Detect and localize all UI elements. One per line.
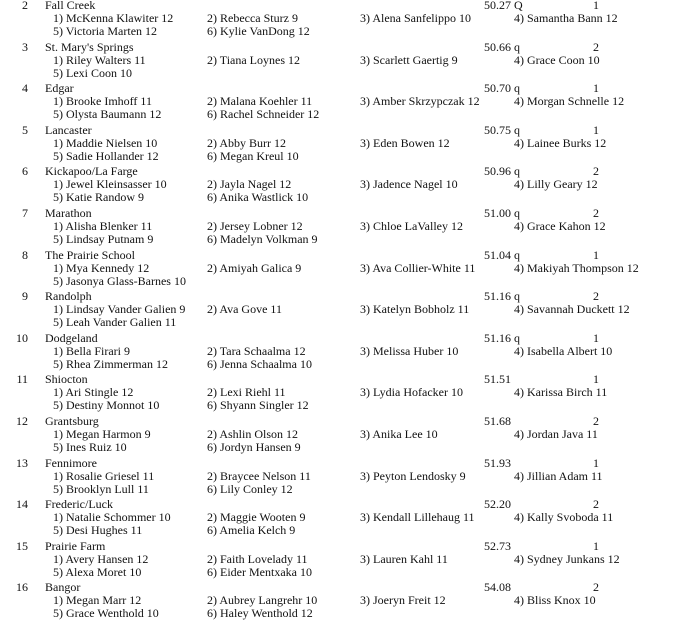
runner-name: 6) Amelia Kelch 9 [207,523,296,538]
time-cell [484,373,511,386]
team-name: Frederic/Luck [45,497,113,512]
qualifier-mark: Q [514,0,523,12]
runner-name: 1) Ari Stingle 12 [53,385,134,400]
qualifier-mark: q [514,330,520,345]
runner-name: 2) Abby Burr 12 [207,135,286,150]
runner-name: 2) Ava Gove 11 [207,302,282,317]
place-number: 9 [22,289,28,304]
runner-name: 1) Bella Firari 9 [53,343,130,358]
finish-time: 54.08 [484,580,511,595]
runner-name: 3) Melissa Huber 10 [360,343,459,358]
runner-name: 5) Victoria Marten 12 [53,24,158,38]
runner-name: 5) Sadie Hollander 12 [53,148,159,163]
finish-time: 50.70 [484,81,511,96]
heat-number: 1 [593,247,599,262]
relay-entry [0,165,675,207]
heat-number: 1 [593,122,599,137]
runner-name: 2) Tiana Loynes 12 [207,52,300,67]
runner-name: 3) Jadence Nagel 10 [360,177,458,192]
runner-name: 4) Jillian Adam 11 [514,468,603,483]
runner-name: 6) Anika Wastlick 10 [207,190,309,205]
relay-entry [0,41,675,83]
runner-name: 2) Jayla Nagel 12 [207,177,292,192]
heat-number: 1 [593,330,599,345]
qualifier-mark: q [514,39,520,54]
runner-name: 3) Anika Lee 10 [360,427,438,441]
place-number: 4 [22,81,28,96]
qualifier-mark: q [514,122,520,137]
runner-name: 4) Jordan Java 11 [514,427,598,441]
place-number: 13 [16,455,28,470]
runner-name: 2) Maggie Wooten 9 [207,510,306,525]
time-cell [484,540,511,553]
qualifier-mark: q [514,247,520,262]
runner-name: 5) Leah Vander Galien 11 [53,315,177,330]
heat-number: 2 [593,580,599,595]
place-number: 6 [22,164,28,179]
runner-name: 5) Rhea Zimmerman 12 [53,356,168,371]
runner-name: 4) Morgan Schnelle 12 [514,94,625,109]
relay-entry [0,124,675,166]
runner-name: 2) Braycee Nelson 11 [207,468,311,483]
runner-name: 5) Jasonya Glass-Barnes 10 [53,273,186,288]
heat-number: 2 [593,289,599,304]
team-name: Fall Creek [45,0,96,12]
runner-name: 5) Katie Randow 9 [53,190,144,205]
runner-name: 4) Savannah Duckett 12 [514,302,630,317]
runner-name: 2) Tara Schaalma 12 [207,343,306,358]
runner-name: 2) Jersey Lobner 12 [207,219,303,233]
team-name: Marathon [45,206,92,220]
runner-name: 5) Brooklyn Lull 11 [53,481,149,496]
team-name: Grantsburg [45,414,99,428]
runner-name: 6) Eider Mentxaka 10 [207,564,312,579]
runner-name: 5) Lindsay Putnam 9 [53,232,154,246]
place-number: 3 [22,39,28,54]
place-number: 16 [16,580,28,595]
relay-entry [0,457,675,499]
relay-entry [0,332,675,374]
finish-time: 51.51 [484,372,511,387]
runner-name: 3) Ava Collier-White 11 [360,260,476,275]
heat-number: 1 [593,0,599,12]
runner-name: 1) Megan Harmon 9 [53,427,151,441]
runner-name: 6) Megan Kreul 10 [207,148,299,163]
heat-number: 2 [593,414,599,428]
runner-name: 3) Scarlett Gaertig 9 [360,52,458,67]
time-cell [484,415,511,428]
runner-name: 5) Olysta Baumann 12 [53,107,162,122]
runner-name: 3) Lauren Kahl 11 [360,551,448,566]
team-name: Edgar [45,81,74,96]
relay-entry [0,0,675,41]
runner-name: 5) Ines Ruiz 10 [53,440,127,454]
qualifier-mark: q [514,164,520,179]
relay-entry [0,373,675,415]
runner-name: 4) Grace Coon 10 [514,52,600,67]
runner-name: 6) Haley Wenthold 12 [207,606,313,621]
runner-name: 4) Grace Kahon 12 [514,219,606,233]
runner-name: 2) Faith Lovelady 11 [207,551,308,566]
time-cell [484,498,511,511]
relay-entry [0,540,675,582]
runner-name: 3) Chloe LaValley 12 [360,219,463,233]
heat-number: 1 [593,372,599,387]
place-number: 10 [16,330,28,345]
time-cell [484,41,520,54]
relay-entry [0,207,675,249]
runner-name: 3) Alena Sanfelippo 10 [360,11,471,25]
place-number: 12 [16,414,28,428]
runner-name: 4) Isabella Albert 10 [514,343,613,358]
runner-name: 6) Lily Conley 12 [207,481,293,496]
place-number: 5 [22,122,28,137]
runner-name: 4) Bliss Knox 10 [514,593,596,608]
runner-name: 4) Kally Svoboda 11 [514,510,614,525]
place-number: 11 [16,372,28,387]
heat-number: 2 [593,206,599,220]
runner-name: 1) McKenna Klawiter 12 [53,11,174,25]
qualifier-mark: q [514,206,520,220]
time-cell [484,124,520,137]
runner-name: 6) Shyann Singler 12 [207,398,309,413]
runner-name: 6) Kylie VanDong 12 [207,24,310,38]
place-number: 15 [16,538,28,553]
runner-name: 3) Eden Bowen 12 [360,135,450,150]
runner-name: 5) Lexi Coon 10 [53,65,132,80]
time-cell [484,332,520,345]
relay-entry [0,290,675,332]
finish-time: 51.04 [484,247,511,262]
finish-time: 50.75 [484,122,511,137]
finish-time: 51.16 [484,289,511,304]
runner-name: 2) Aubrey Langrehr 10 [207,593,318,608]
runner-name: 1) Jewel Kleinsasser 10 [53,177,167,192]
time-cell [484,457,511,470]
team-name: Shiocton [45,372,88,387]
runner-name: 3) Joeryn Freit 12 [360,593,446,608]
finish-time: 52.20 [484,497,511,512]
runner-name: 4) Lainee Burks 12 [514,135,607,150]
finish-time: 50.66 [484,39,511,54]
heat-number: 1 [593,455,599,470]
runner-name: 3) Lydia Hofacker 10 [360,385,463,400]
qualifier-mark: q [514,289,520,304]
runner-name: 6) Jenna Schaalma 10 [207,356,312,371]
relay-entry [0,498,675,540]
qualifier-mark: q [514,81,520,96]
runner-name: 3) Amber Skrzypczak 12 [360,94,480,109]
heat-number: 2 [593,164,599,179]
runner-name: 4) Karissa Birch 11 [514,385,608,400]
relay-entry [0,581,675,623]
heat-number: 2 [593,39,599,54]
runner-name: 4) Samantha Bann 12 [514,11,618,25]
finish-time: 51.68 [484,414,511,428]
runner-name: 1) Riley Walters 11 [53,52,146,67]
runner-name: 1) Brooke Imhoff 11 [53,94,152,109]
finish-time: 52.73 [484,538,511,553]
runner-name: 6) Madelyn Volkman 9 [207,232,318,246]
finish-time: 51.93 [484,455,511,470]
relay-entry [0,415,675,457]
team-name: St. Mary's Springs [45,39,134,54]
heat-number: 1 [593,538,599,553]
runner-name: 3) Kendall Lillehaug 11 [360,510,475,525]
runner-name: 1) Mya Kennedy 12 [53,260,150,275]
team-name: Prairie Farm [45,538,106,553]
runner-name: 4) Sydney Junkans 12 [514,551,620,566]
time-cell [484,249,520,262]
time-cell [484,581,511,594]
heat-number: 2 [593,497,599,512]
place-number: 7 [22,206,28,220]
runner-name: 1) Lindsay Vander Galien 9 [53,302,186,317]
runner-name: 1) Avery Hansen 12 [53,551,149,566]
runner-name: 1) Megan Marr 12 [53,593,142,608]
runner-name: 6) Rachel Schneider 12 [207,107,320,122]
finish-time: 51.16 [484,330,511,345]
team-name: Dodgeland [45,330,98,345]
team-name: The Prairie School [45,247,135,262]
runner-name: 1) Natalie Schommer 10 [53,510,171,525]
runner-name: 5) Grace Wenthold 10 [53,606,159,621]
runner-name: 2) Lexi Riehl 11 [207,385,286,400]
place-number: 2 [22,0,28,12]
runner-name: 6) Jordyn Hansen 9 [207,440,301,454]
runner-name: 2) Rebecca Sturz 9 [207,11,298,25]
runner-name: 2) Amiyah Galica 9 [207,260,302,275]
team-name: Kickapoo/La Farge [45,164,138,179]
runner-name: 5) Alexa Moret 10 [53,564,142,579]
relay-entry [0,82,675,124]
finish-time: 50.27 [484,0,511,12]
place-number: 8 [22,247,28,262]
finish-time: 51.00 [484,206,511,220]
team-name: Lancaster [45,122,92,137]
runner-name: 2) Ashlin Olson 12 [207,427,299,441]
runner-name: 5) Destiny Monnot 10 [53,398,160,413]
runner-name: 4) Lilly Geary 12 [514,177,598,192]
runner-name: 2) Malana Koehler 11 [207,94,313,109]
runner-name: 1) Alisha Blenker 11 [53,219,153,233]
runner-name: 3) Peyton Lendosky 9 [360,468,466,483]
relay-entry [0,249,675,291]
runner-name: 3) Katelyn Bobholz 11 [360,302,470,317]
team-name: Fennimore [45,455,97,470]
runner-name: 4) Makiyah Thompson 12 [514,260,639,275]
finish-time: 50.96 [484,164,511,179]
place-number: 14 [16,497,28,512]
team-name: Randolph [45,289,92,304]
heat-number: 1 [593,81,599,96]
runner-name: 1) Maddie Nielsen 10 [53,135,158,150]
runner-name: 5) Desi Hughes 11 [53,523,143,538]
runner-name: 1) Rosalie Griesel 11 [53,468,155,483]
team-name: Bangor [45,580,81,595]
